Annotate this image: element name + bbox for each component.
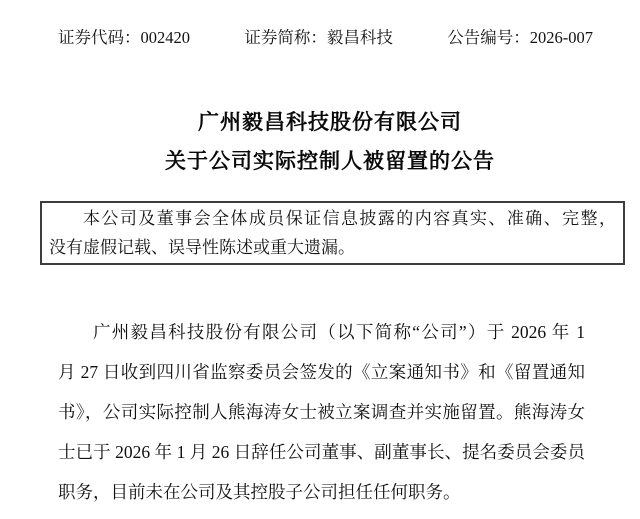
disclosure-guarantee-box <box>40 201 625 265</box>
announcement-body <box>58 312 585 512</box>
guarantee-statement-line: 没有虚假记载、误导性陈述或重大遗漏。 <box>49 238 355 257</box>
stock-code: 证券代码：002420 <box>58 28 190 47</box>
company-name-title: 广州毅昌科技股份有限公司 <box>198 111 462 134</box>
stock-info-header <box>58 28 593 48</box>
body-line: 职务，目前未在公司及其控股子公司担任任何职务。 <box>58 482 461 502</box>
guarantee-statement-line: 本公司及董事会全体成员保证信息披露的内容真实、准确、完整， <box>83 209 616 228</box>
body-line: 士已于 2026 年 1 月 26 日辞任公司董事、副董事长、提名委员会委员 <box>58 442 585 462</box>
body-line: 月 27 日收到四川省监察委员会签发的《立案通知书》和《留置通知 <box>58 362 585 382</box>
title-block <box>58 103 602 181</box>
announcement-subject-title: 关于公司实际控制人被留置的公告 <box>165 150 495 173</box>
announcement-number: 公告编号：2026-007 <box>447 28 593 47</box>
body-line: 广州毅昌科技股份有限公司（以下简称“公司”）于 2026 年 1 <box>93 322 585 342</box>
body-line: 书》，公司实际控制人熊海涛女士被立案调查并实施留置。熊海涛女 <box>58 402 585 422</box>
stock-short-name: 证券简称：毅昌科技 <box>244 28 393 47</box>
